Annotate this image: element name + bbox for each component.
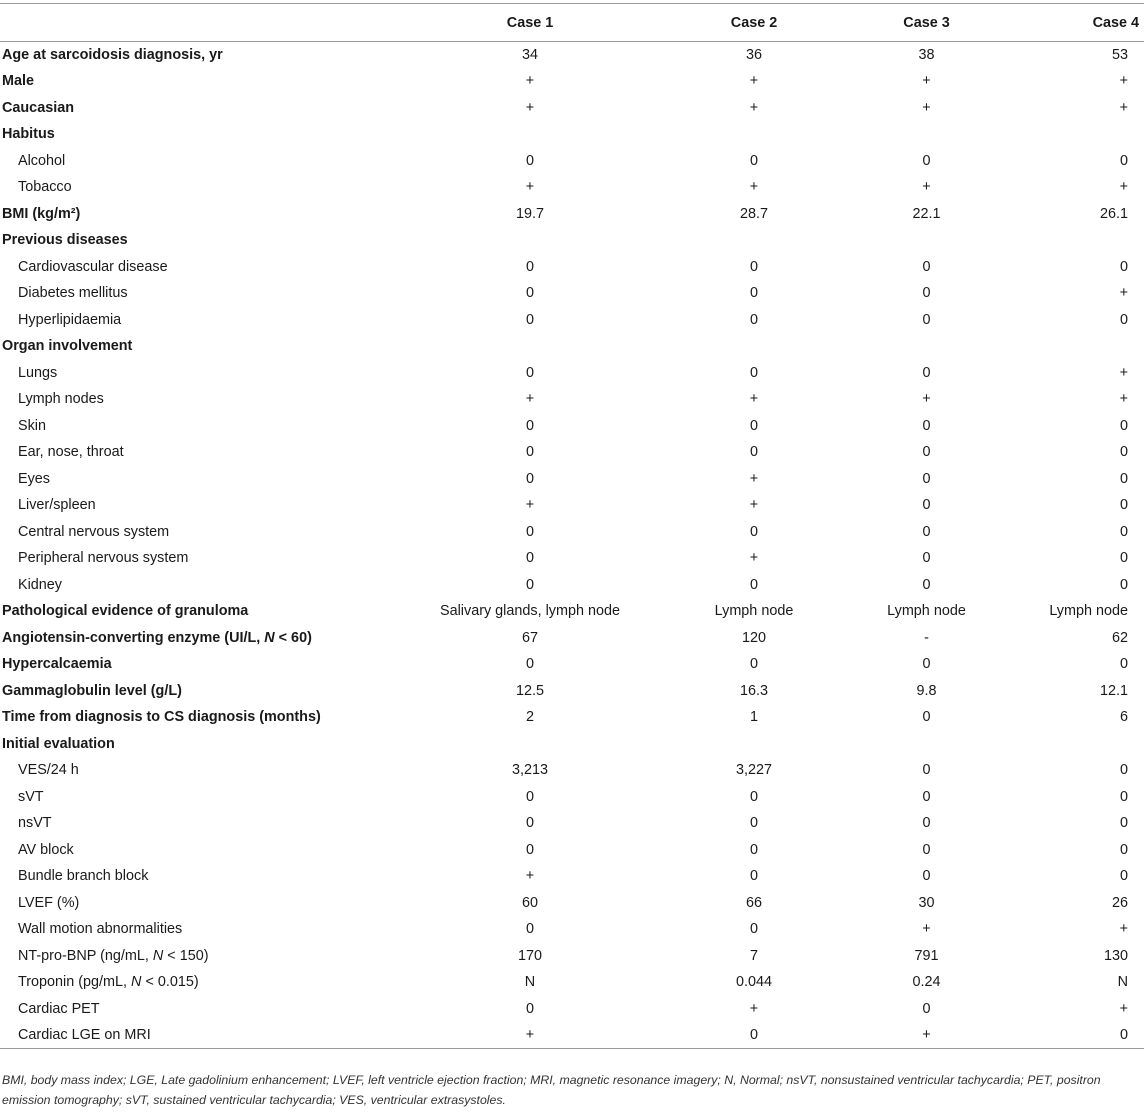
- cell-case-4: 0: [1119, 258, 1128, 275]
- cell-case-2: 0: [749, 656, 758, 673]
- cell-case-1: 12.5: [515, 682, 544, 699]
- cell-case-4: 0: [1119, 762, 1128, 779]
- cell-case-2: +: [749, 391, 759, 408]
- cell-case-3: 0: [922, 868, 931, 885]
- cell-case-3: 0: [922, 152, 931, 169]
- cell-case-3: [858, 121, 995, 148]
- cell-case-3: +: [922, 73, 931, 90]
- cell-case-1: Salivary glands, lymph node: [440, 603, 620, 620]
- cell-case-4: 0: [1119, 311, 1128, 328]
- table-row: [0, 996, 1144, 1023]
- cell-case-3: Lymph node: [887, 603, 966, 620]
- cell-case-4: 0: [1119, 417, 1128, 434]
- header-case-1: Case 1: [410, 4, 650, 42]
- cell-case-1: 0: [525, 788, 534, 805]
- cell-case-2: 0.044: [735, 974, 772, 991]
- cell-case-4: 0: [1119, 550, 1128, 567]
- cell-case-1: 3,213: [511, 762, 548, 779]
- cell-case-1: N: [524, 974, 536, 991]
- cell-case-3: +: [858, 1022, 995, 1049]
- table-row: [0, 837, 1144, 864]
- cell-case-4: [995, 731, 1144, 758]
- row-label: Cardiac LGE on MRI: [0, 1022, 410, 1049]
- table-row: [0, 969, 1144, 996]
- row-label: Wall motion abnormalities: [18, 921, 183, 938]
- cell-case-4: +: [1119, 285, 1128, 302]
- row-label-heading: Previous diseases: [2, 232, 128, 249]
- table-row: [0, 1022, 1144, 1049]
- table-row: [0, 174, 1144, 201]
- table-row: [0, 95, 1144, 122]
- cell-case-4: +: [1119, 179, 1128, 196]
- cell-case-3: 0: [922, 576, 931, 593]
- row-label: Alcohol: [18, 152, 66, 169]
- cell-case-1: +: [410, 1022, 650, 1049]
- cell-case-1: 0: [525, 921, 534, 938]
- table-row: [0, 757, 1144, 784]
- header-cell-empty: [0, 4, 410, 42]
- cell-case-1: 34: [521, 47, 538, 63]
- cell-case-3: 0: [922, 550, 931, 567]
- cell-case-3: 0: [922, 497, 931, 514]
- table-row: [0, 704, 1144, 731]
- cell-case-2: 3,227: [735, 762, 772, 779]
- cell-case-4: +: [1119, 1000, 1128, 1017]
- cell-case-2: 7: [749, 947, 758, 964]
- cell-case-3: [858, 333, 995, 360]
- row-label-heading: Hypercalcaemia: [2, 656, 112, 673]
- table-row: [0, 307, 1144, 334]
- row-label-heading: Gammaglobulin level (g/L): [2, 682, 182, 699]
- cell-case-1: 0: [525, 285, 534, 302]
- table-row: [0, 254, 1144, 281]
- table-row: [0, 678, 1144, 705]
- cell-case-3: 0: [922, 523, 931, 540]
- cell-case-4: 12.1: [1099, 682, 1128, 699]
- table-footnote: BMI, body mass index; LGE, Late gadolinium enhancement; LVEF, left ventricle ejection fraction; MRI, magnetic resonance imagery; N, Normal; nsVT, nonsustained ventricular tachycardia; PET, positron emission tomography; sVT, sustained ventricular tachycardia; VES, ventricular extrasystoles.: [2, 1073, 1101, 1107]
- row-label-heading: Angiotensin-converting enzyme (UI/L, N < 60): [2, 629, 312, 646]
- cell-case-1: +: [525, 99, 535, 116]
- table-row: [0, 439, 1144, 466]
- cell-case-3: -: [924, 629, 929, 646]
- cell-case-4: 0: [1119, 841, 1128, 858]
- cell-case-3: +: [922, 921, 931, 938]
- header-case-4: Case 4: [995, 4, 1144, 42]
- table-row: [0, 943, 1144, 970]
- cell-case-3: 791: [914, 947, 939, 964]
- table-row: [0, 731, 1144, 758]
- cell-case-4: +: [1119, 73, 1128, 90]
- row-label: Central nervous system: [18, 523, 170, 540]
- cell-case-1: 0: [525, 417, 534, 434]
- cell-case-3: 0: [922, 788, 931, 805]
- cell-case-2: 0: [749, 841, 758, 858]
- cell-case-4: Lymph node: [1049, 603, 1128, 620]
- row-label: LVEF (%): [18, 894, 80, 911]
- row-label: nsVT: [18, 815, 52, 832]
- cell-case-3: 0: [922, 841, 931, 858]
- cell-case-3: 0: [922, 709, 931, 726]
- table-row: [0, 227, 1144, 254]
- cell-case-3: 0: [922, 417, 931, 434]
- cell-case-2: 36: [745, 47, 762, 63]
- cell-case-2: 0: [749, 815, 758, 832]
- row-label: sVT: [18, 788, 44, 805]
- cell-case-1: 2: [525, 709, 534, 726]
- table-row: [0, 42, 1144, 69]
- cell-case-1: 0: [525, 523, 534, 540]
- cell-case-3: 0: [922, 762, 931, 779]
- cell-case-1: 0: [525, 311, 534, 328]
- row-label: Cardiac PET: [18, 1000, 100, 1017]
- cell-case-2: 28.7: [739, 205, 768, 222]
- cell-case-1: [410, 227, 650, 254]
- table-row: [0, 280, 1144, 307]
- row-label: Eyes: [18, 470, 50, 487]
- cell-case-2: +: [749, 99, 759, 116]
- cell-case-4: 0: [1119, 152, 1128, 169]
- table-row: [0, 519, 1144, 546]
- table-header-row: [0, 4, 1144, 42]
- table-row: [0, 121, 1144, 148]
- cell-case-4: 0: [1119, 656, 1128, 673]
- cell-case-1: 0: [525, 656, 534, 673]
- cell-case-3: 30: [918, 894, 935, 911]
- cell-case-1: 0: [525, 841, 534, 858]
- cell-case-3: 0: [922, 815, 931, 832]
- header-case-3: Case 3: [858, 4, 995, 42]
- cell-case-1: 67: [521, 629, 538, 646]
- table-row: [0, 466, 1144, 493]
- row-label: Lymph nodes: [18, 391, 104, 408]
- cell-case-2: +: [749, 497, 759, 514]
- cell-case-3: [858, 731, 995, 758]
- table-row: [0, 916, 1144, 943]
- table-row: [0, 148, 1144, 175]
- row-label-heading: Male: [2, 73, 34, 90]
- cell-case-2: [650, 227, 858, 254]
- cell-case-2: 0: [749, 576, 758, 593]
- table-row: [0, 784, 1144, 811]
- table-row: [0, 651, 1144, 678]
- cell-case-2: 0: [749, 152, 758, 169]
- cell-case-4: 62: [1111, 629, 1128, 646]
- row-label: Diabetes mellitus: [18, 285, 128, 302]
- cell-case-4: 0: [1119, 444, 1128, 461]
- cell-case-2: 0: [749, 417, 758, 434]
- cell-case-2: Lymph node: [714, 603, 794, 620]
- cell-case-3: 22.1: [912, 205, 941, 222]
- cell-case-4: 26.1: [1099, 205, 1128, 222]
- table-body: [0, 42, 1144, 1049]
- table-row: [0, 625, 1144, 652]
- row-label: Skin: [18, 417, 46, 434]
- cell-case-2: 0: [650, 1022, 858, 1049]
- cell-case-2: 0: [749, 788, 758, 805]
- cell-case-4: 53: [1111, 47, 1128, 63]
- row-label: AV block: [18, 841, 74, 858]
- cell-case-1: +: [525, 868, 535, 885]
- cell-case-4: 0: [1119, 788, 1128, 805]
- cell-case-1: 19.7: [515, 205, 544, 222]
- cell-case-4: 0: [1119, 868, 1128, 885]
- cell-case-2: +: [749, 1000, 759, 1017]
- cell-case-2: +: [749, 179, 759, 196]
- cell-case-1: 0: [525, 1000, 534, 1017]
- row-label: NT-pro-BNP (ng/mL, N < 150): [18, 947, 209, 964]
- row-label-heading: Habitus: [2, 126, 55, 143]
- cell-case-2: +: [749, 470, 759, 487]
- cell-case-4: 0: [1119, 815, 1128, 832]
- table-row: [0, 572, 1144, 599]
- row-label: Lungs: [18, 364, 58, 381]
- cell-case-1: 60: [521, 894, 538, 911]
- cell-case-2: 66: [745, 894, 762, 911]
- table-row: [0, 598, 1144, 625]
- cell-case-2: 0: [749, 444, 758, 461]
- cell-case-4: +: [1119, 99, 1128, 116]
- cell-case-1: 0: [525, 470, 534, 487]
- table-row: [0, 545, 1144, 572]
- row-label: Liver/spleen: [18, 497, 96, 514]
- table-row: [0, 810, 1144, 837]
- row-label: Peripheral nervous system: [18, 550, 189, 567]
- cell-case-2: [650, 121, 858, 148]
- cell-case-4: [995, 333, 1144, 360]
- cell-case-2: +: [749, 550, 759, 567]
- cell-case-4: 6: [1119, 709, 1128, 726]
- cell-case-1: +: [525, 391, 535, 408]
- cell-case-1: +: [525, 497, 535, 514]
- row-label: Ear, nose, throat: [18, 444, 124, 461]
- row-label-heading: Caucasian: [2, 99, 74, 116]
- cell-case-1: 0: [525, 815, 534, 832]
- cell-case-2: 1: [749, 709, 758, 726]
- cell-case-4: +: [1119, 391, 1128, 408]
- table-row: [0, 863, 1144, 890]
- table-row: [0, 492, 1144, 519]
- cell-case-3: 9.8: [916, 682, 937, 699]
- cell-case-3: 38: [918, 47, 935, 63]
- cell-case-3: 0: [922, 1000, 931, 1017]
- row-label-heading: BMI (kg/m²): [2, 205, 81, 222]
- cell-case-4: 0: [995, 1022, 1144, 1049]
- header-case-2: Case 2: [650, 4, 858, 42]
- cell-case-4: 26: [1111, 894, 1128, 911]
- cell-case-4: [995, 121, 1144, 148]
- cell-case-1: 0: [525, 550, 534, 567]
- table-row: [0, 360, 1144, 387]
- cell-case-1: 170: [517, 947, 542, 964]
- cell-case-2: 0: [749, 921, 758, 938]
- cell-case-3: 0: [922, 258, 931, 275]
- cell-case-3: 0: [922, 656, 931, 673]
- cell-case-3: 0: [922, 364, 931, 381]
- cell-case-3: 0.24: [912, 974, 941, 991]
- row-label: VES/24 h: [18, 762, 79, 779]
- row-label-heading: Time from diagnosis to CS diagnosis (months): [2, 709, 321, 726]
- cell-case-3: 0: [922, 285, 931, 302]
- row-label-heading: Pathological evidence of granuloma: [2, 603, 249, 620]
- cell-case-2: [650, 731, 858, 758]
- row-label-heading: Organ involvement: [2, 338, 133, 355]
- row-label: Kidney: [18, 576, 63, 593]
- table-row: [0, 333, 1144, 360]
- cell-case-4: 0: [1119, 470, 1128, 487]
- table-row: [0, 386, 1144, 413]
- cell-case-4: 0: [1119, 523, 1128, 540]
- row-label: Bundle branch block: [18, 868, 149, 885]
- cell-case-1: +: [525, 73, 535, 90]
- cell-case-2: 0: [749, 868, 758, 885]
- cell-case-3: [858, 227, 995, 254]
- cell-case-4: 130: [1103, 947, 1128, 964]
- cell-case-2: 0: [749, 285, 758, 302]
- cell-case-3: 0: [922, 444, 931, 461]
- cell-case-1: 0: [525, 364, 534, 381]
- row-label: Hyperlipidaemia: [18, 311, 122, 328]
- case-characteristics-table: [0, 3, 1144, 1049]
- cell-case-1: 0: [525, 258, 534, 275]
- cell-case-1: [410, 121, 650, 148]
- table-row: [0, 890, 1144, 917]
- table-row: [0, 413, 1144, 440]
- cell-case-1: 0: [525, 444, 534, 461]
- cell-case-1: 0: [525, 152, 534, 169]
- cell-case-4: [995, 227, 1144, 254]
- row-label-heading: Initial evaluation: [2, 735, 115, 752]
- cell-case-2: 0: [749, 258, 758, 275]
- cell-case-2: [650, 333, 858, 360]
- cell-case-2: 16.3: [739, 682, 768, 699]
- row-label: Tobacco: [18, 179, 72, 196]
- cell-case-2: +: [749, 73, 759, 90]
- cell-case-2: 120: [741, 629, 766, 646]
- cell-case-1: [410, 333, 650, 360]
- cell-case-2: 0: [749, 311, 758, 328]
- row-label-heading: Age at sarcoidosis diagnosis, yr: [2, 47, 223, 63]
- cell-case-3: +: [922, 99, 931, 116]
- cell-case-1: 0: [525, 576, 534, 593]
- cell-case-4: N: [1117, 974, 1128, 991]
- cell-case-3: +: [922, 179, 931, 196]
- cell-case-3: 0: [922, 311, 931, 328]
- cell-case-1: [410, 731, 650, 758]
- cell-case-4: +: [1119, 364, 1128, 381]
- cell-case-2: 0: [749, 364, 758, 381]
- cell-case-4: 0: [1119, 576, 1128, 593]
- cell-case-3: 0: [922, 470, 931, 487]
- cell-case-4: +: [1119, 921, 1128, 938]
- cell-case-2: 0: [749, 523, 758, 540]
- table-row: [0, 201, 1144, 228]
- row-label: Troponin (pg/mL, N < 0.015): [18, 974, 199, 991]
- cell-case-3: +: [922, 391, 931, 408]
- table-row: [0, 68, 1144, 95]
- row-label: Cardiovascular disease: [18, 258, 168, 275]
- cell-case-1: +: [525, 179, 535, 196]
- cell-case-4: 0: [1119, 497, 1128, 514]
